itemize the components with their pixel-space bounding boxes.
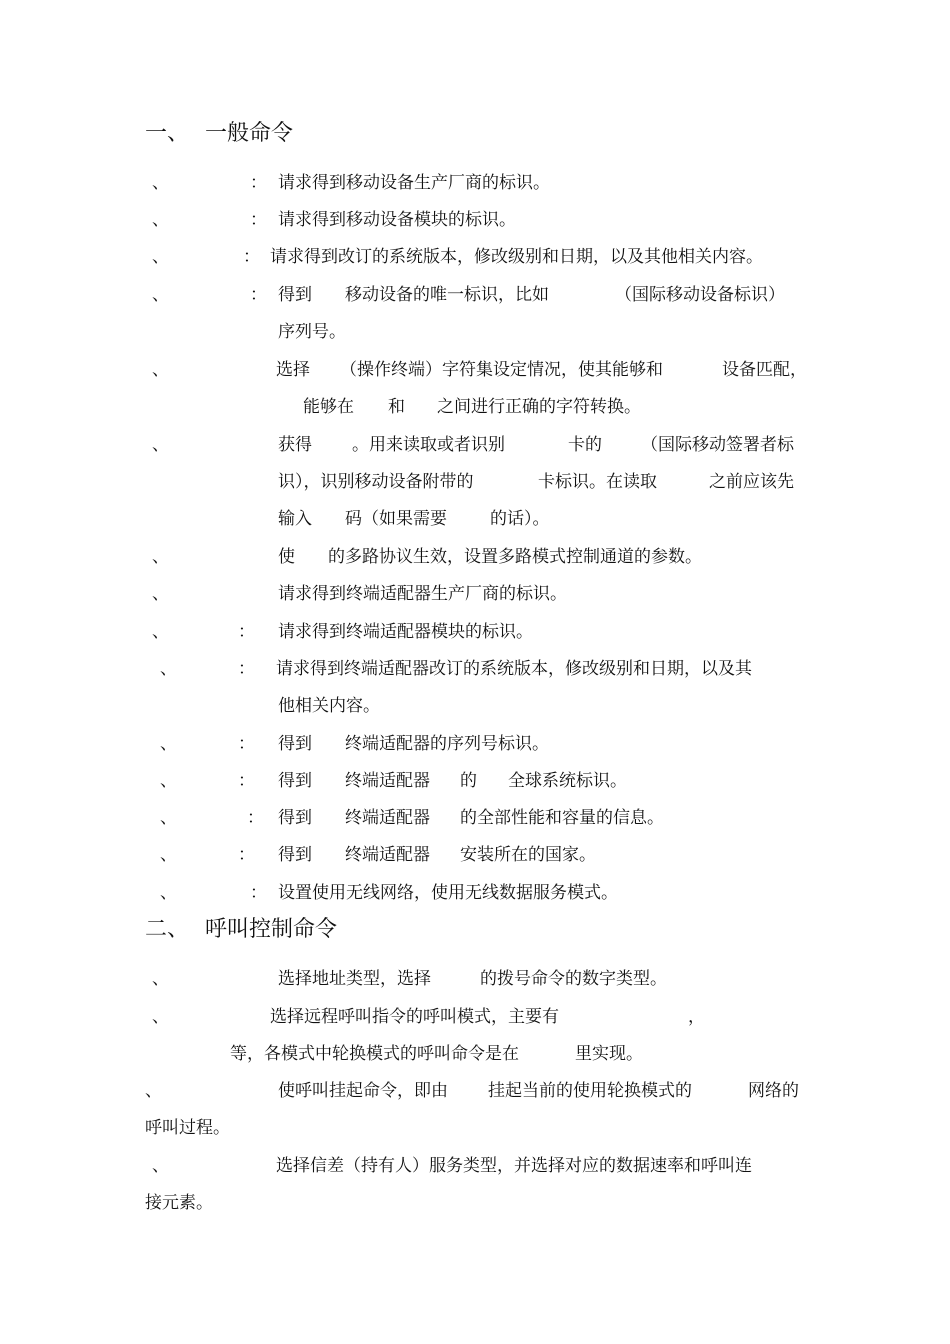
list-item-continuation: 他相关内容。 xyxy=(278,696,380,716)
list-item-text: 终端适配器 xyxy=(345,808,430,828)
list-item-continuation: 码（如果需要 xyxy=(345,509,447,529)
list-item-text: 终端适配器的序列号标识。 xyxy=(345,734,549,754)
list-item-text: 终端适配器 xyxy=(345,771,430,791)
list-item-text: 选择远程呼叫指令的呼叫模式，主要有 xyxy=(270,1007,559,1027)
list-item-mark: 、 xyxy=(145,1081,162,1101)
list-item-colon: ： xyxy=(243,247,260,267)
list-item-text: 选择 xyxy=(276,360,310,380)
list-item-mark: 、 xyxy=(152,360,169,380)
list-item-text: 挂起当前的使用轮换模式的 xyxy=(488,1081,692,1101)
list-item-text: 设置使用无线网络，使用无线数据服务模式。 xyxy=(278,883,618,903)
list-item-mark: 、 xyxy=(152,435,169,455)
section-1-number: 一、 xyxy=(145,121,190,146)
list-item-text: 得到 xyxy=(278,845,312,865)
list-item-text: 请求得到终端适配器模块的标识。 xyxy=(278,622,533,642)
list-item-continuation: 和 xyxy=(388,397,405,417)
list-item-continuation: 识），识别移动设备附带的 xyxy=(278,472,474,492)
list-item-text: 使 xyxy=(278,547,295,567)
list-item-continuation: 等，各模式中轮换模式的呼叫命令是在 xyxy=(230,1044,519,1064)
list-item-text: 得到 xyxy=(278,285,312,305)
list-item-mark: 、 xyxy=(160,808,177,828)
section-1-heading: 一般命令 xyxy=(205,121,294,146)
list-item-text: 使呼叫挂起命令，即由 xyxy=(278,1081,448,1101)
list-item-text: 终端适配器 xyxy=(345,845,430,865)
list-item-text: 的 xyxy=(460,771,477,791)
list-item-mark: 、 xyxy=(160,883,177,903)
list-item-text: 卡的 xyxy=(568,435,602,455)
list-item-continuation: 能够在 xyxy=(303,397,354,417)
list-item-mark: 、 xyxy=(160,734,177,754)
list-item-mark: 、 xyxy=(152,285,169,305)
list-item-text: 。用来读取或者识别 xyxy=(352,435,505,455)
list-item-continuation: 里实现。 xyxy=(575,1044,643,1064)
list-item-text: 的全部性能和容量的信息。 xyxy=(460,808,664,828)
list-item-continuation: 之前应该先 xyxy=(709,472,794,492)
list-item-continuation: 接元素。 xyxy=(145,1193,213,1213)
list-item-colon: ： xyxy=(238,845,255,865)
list-item-mark: 、 xyxy=(152,547,169,567)
list-item-text: （国际移动签署者标 xyxy=(641,435,794,455)
list-item-text: （国际移动设备标识） xyxy=(615,285,785,305)
list-item-text: 移动设备的唯一标识，比如 xyxy=(345,285,549,305)
list-item-mark: 、 xyxy=(152,1007,169,1027)
list-item-text: 选择地址类型，选择 xyxy=(278,969,431,989)
list-item-colon: ： xyxy=(250,173,267,193)
list-item-colon: ： xyxy=(238,734,255,754)
list-item-text: 得到 xyxy=(278,734,312,754)
list-item-text: 请求得到移动设备生产厂商的标识。 xyxy=(278,173,550,193)
section-2-number: 二、 xyxy=(145,917,190,942)
list-item-text: ， xyxy=(688,1007,705,1027)
list-item-continuation: 的话）。 xyxy=(490,509,550,529)
list-item-colon: ： xyxy=(247,808,264,828)
list-item-mark: 、 xyxy=(160,845,177,865)
list-item-text: 请求得到改订的系统版本，修改级别和日期，以及其他相关内容。 xyxy=(270,247,763,267)
list-item-continuation: 序列号。 xyxy=(278,322,346,342)
list-item-colon: ： xyxy=(250,285,267,305)
list-item-mark: 、 xyxy=(152,622,169,642)
list-item-text: 设备匹配， xyxy=(722,360,807,380)
list-item-colon: ： xyxy=(238,622,255,642)
list-item-mark: 、 xyxy=(160,771,177,791)
list-item-colon: ： xyxy=(238,771,255,791)
list-item-colon: ： xyxy=(250,883,267,903)
list-item-colon: ： xyxy=(250,210,267,230)
list-item-continuation: 呼叫过程。 xyxy=(145,1118,230,1138)
list-item-text: 选择信差（持有人）服务类型，并选择对应的数据速率和呼叫连 xyxy=(276,1156,752,1176)
list-item-text: 得到 xyxy=(278,808,312,828)
list-item-mark: 、 xyxy=(152,969,169,989)
list-item-continuation: 之间进行正确的字符转换。 xyxy=(437,397,641,417)
list-item-text: 网络的 xyxy=(748,1081,799,1101)
list-item-text: 的拨号命令的数字类型。 xyxy=(480,969,667,989)
list-item-text: （操作终端）字符集设定情况，使其能够和 xyxy=(340,360,663,380)
list-item-mark: 、 xyxy=(152,210,169,230)
list-item-mark: 、 xyxy=(160,659,177,679)
list-item-continuation: 输入 xyxy=(278,509,312,529)
list-item-mark: 、 xyxy=(152,1156,169,1176)
list-item-mark: 、 xyxy=(152,584,169,604)
list-item-text: 的多路协议生效，设置多路模式控制通道的参数。 xyxy=(328,547,702,567)
list-item-text: 安装所在的国家。 xyxy=(460,845,596,865)
list-item-text: 请求得到终端适配器生产厂商的标识。 xyxy=(278,584,567,604)
list-item-colon: ： xyxy=(238,659,255,679)
list-item-text: 获得 xyxy=(278,435,312,455)
list-item-mark: 、 xyxy=(152,173,169,193)
list-item-mark: 、 xyxy=(152,247,169,267)
section-2-heading: 呼叫控制命令 xyxy=(205,917,338,942)
list-item-continuation: 卡标识。在读取 xyxy=(538,472,657,492)
list-item-text: 请求得到移动设备模块的标识。 xyxy=(278,210,516,230)
list-item-text: 全球系统标识。 xyxy=(508,771,627,791)
list-item-text: 得到 xyxy=(278,771,312,791)
list-item-text: 请求得到终端适配器改订的系统版本，修改级别和日期，以及其 xyxy=(276,659,752,679)
